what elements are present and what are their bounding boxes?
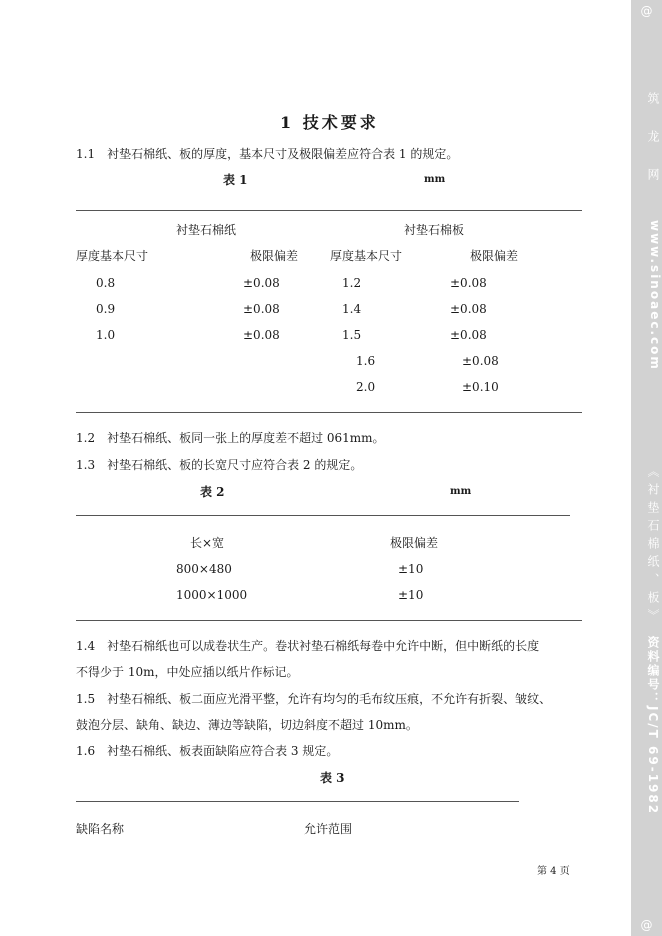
table-1-board-size: 2.0 — [356, 380, 376, 394]
table-1-board-tol: ±0.08 — [450, 328, 487, 342]
table-1-header-board-size: 厚度基本尺寸 — [330, 249, 403, 263]
table-3-caption: 表 3 — [320, 771, 345, 785]
table-1-header-paper-tol: 极限偏差 — [250, 249, 299, 263]
copyright-mark-top: @ — [640, 4, 653, 18]
table-1-header-board-tol: 极限偏差 — [470, 249, 519, 263]
side-margin-strip — [631, 0, 662, 936]
table-2-bottom-rule — [76, 620, 582, 621]
table-1-board-tol: ±0.08 — [462, 354, 499, 368]
table-1-board-size: 1.4 — [342, 302, 362, 316]
clause-1-5-line-2: 鼓泡分层、缺角、缺边、薄边等缺陷，切边斜度不超过 10mm。 — [76, 718, 418, 732]
copyright-mark-bottom: @ — [640, 918, 653, 932]
table-1-paper-tol: ±0.08 — [243, 328, 280, 342]
table-1-paper-size: 0.9 — [96, 302, 116, 316]
table-1-board-tol: ±0.10 — [462, 380, 499, 394]
table-3-top-rule — [76, 801, 519, 802]
site-url: www.sinoaec.com — [648, 220, 662, 371]
table-2-tol: ±10 — [398, 588, 424, 602]
table-2-top-rule — [76, 515, 570, 516]
doc-number: 资料编号：JC/T 69-1982 — [646, 636, 660, 816]
table-2-size: 1000×1000 — [176, 588, 248, 602]
doc-title: 《衬垫石棉纸、板》 — [646, 465, 660, 627]
table-1-paper-size: 1.0 — [96, 328, 116, 342]
table-1-bottom-rule — [76, 412, 582, 413]
page-number: 第 4 页 — [537, 866, 570, 877]
clause-1-4-line-1: 1.4 衬垫石棉纸也可以成卷状生产。卷状衬垫石棉纸每卷中允许中断，但中断纸的长度 — [76, 639, 540, 653]
table-3-header-defect: 缺陷名称 — [76, 822, 125, 836]
table-1-top-rule — [76, 210, 582, 211]
table-2-size: 800×480 — [176, 562, 232, 576]
table-1-board-tol: ±0.08 — [450, 276, 487, 290]
clause-1-3: 1.3 衬垫石棉纸、板的长宽尺寸应符合表 2 的规定。 — [76, 458, 363, 472]
table-1-board-size: 1.5 — [342, 328, 362, 342]
table-2-unit: mm — [450, 486, 472, 497]
table-1-group-paper: 衬垫石棉纸 — [176, 223, 237, 237]
clause-1-2: 1.2 衬垫石棉纸、板同一张上的厚度差不超过 061mm。 — [76, 431, 385, 445]
table-1-paper-tol: ±0.08 — [243, 276, 280, 290]
site-name: 筑 龙 网 — [646, 92, 660, 186]
table-1-board-size: 1.2 — [342, 276, 362, 290]
clause-1-4-line-2: 不得少于 10m，中处应插以纸片作标记。 — [76, 665, 299, 679]
table-2-tol: ±10 — [398, 562, 424, 576]
table-1-paper-size: 0.8 — [96, 276, 116, 290]
table-1-caption: 表 1 — [223, 173, 248, 187]
table-1-board-tol: ±0.08 — [450, 302, 487, 316]
section-title: 1 技术要求 — [280, 113, 379, 132]
table-1-paper-tol: ±0.08 — [243, 302, 280, 316]
clause-1-1: 1.1 衬垫石棉纸、板的厚度，基本尺寸及极限偏差应符合表 1 的规定。 — [76, 147, 459, 161]
clause-1-5-line-1: 1.5 衬垫石棉纸、板二面应光滑平整，允许有均匀的毛布纹压痕，不允许有折裂、皱纹、 — [76, 692, 552, 706]
table-1-board-size: 1.6 — [356, 354, 376, 368]
table-3-header-range: 允许范围 — [304, 822, 353, 836]
table-1-unit: mm — [424, 174, 446, 185]
clause-1-6: 1.6 衬垫石棉纸、板表面缺陷应符合表 3 规定。 — [76, 744, 339, 758]
table-2-header-tol: 极限偏差 — [390, 536, 439, 550]
table-1-header-paper-size: 厚度基本尺寸 — [76, 249, 149, 263]
table-1-group-board: 衬垫石棉板 — [404, 223, 465, 237]
table-2-header-size: 长×宽 — [190, 536, 225, 550]
table-2-caption: 表 2 — [200, 485, 225, 499]
